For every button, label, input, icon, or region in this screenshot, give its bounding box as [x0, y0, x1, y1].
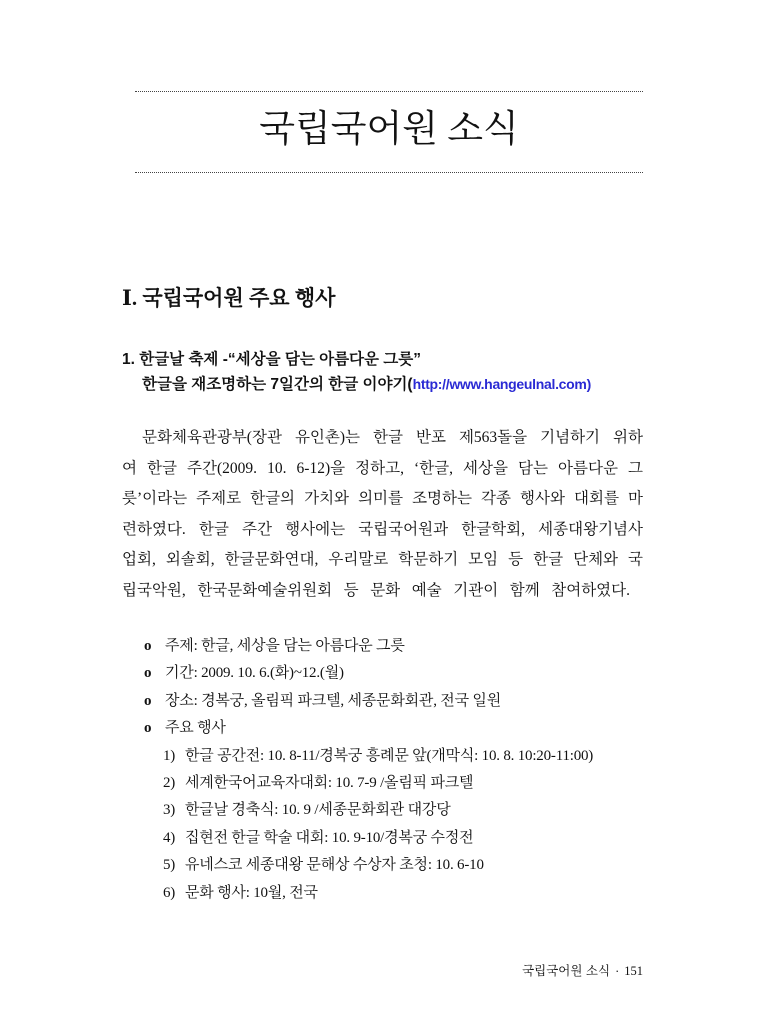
event-text: 한글날 경축식: 10. 9 /세종문화회관 대강당	[185, 802, 451, 819]
bottom-dotted-rule	[135, 172, 643, 173]
page-title: 국립국어원 소식	[259, 109, 519, 150]
list-item-text: 장소: 경복궁, 올림픽 파크텔, 세종문화회관, 전국 일원	[165, 692, 502, 709]
event-text: 집현전 한글 학술 대회: 10. 9-10/경복궁 수정전	[185, 829, 474, 846]
list-item-period	[144, 660, 643, 687]
article-heading: 1. 한글날 축제 -“세상을 담는 아름다운 그릇”	[122, 351, 421, 368]
page-footer	[522, 962, 643, 980]
website-link[interactable]: http://www.hangeulnal.com	[412, 376, 587, 392]
list-item-theme	[144, 633, 643, 660]
event-text: 한글 공간전: 10. 8-11/경복궁 흥례문 앞(개막식: 10. 8. 10:20-11:00)	[185, 747, 594, 764]
bullet-marker: o	[144, 665, 152, 682]
event-number: 5)	[163, 857, 176, 874]
event-item	[144, 852, 643, 879]
paragraph-line: 여 한글 주간(2009. 10. 6-12)을 정하고, ‘한글, 세상을 담는 아름다운 그	[122, 459, 643, 477]
paragraph-line: 업회, 외솔회, 한글문화연대, 우리말로 학문하기 모임 등 한글 단체와 국	[122, 551, 643, 568]
event-number: 6)	[163, 884, 176, 901]
list-item-text: 주요 행사	[165, 720, 226, 737]
section-heading: Ⅰ. 국립국어원 주요 행사	[122, 286, 336, 310]
event-item	[144, 743, 643, 770]
article-subheading-close: )	[586, 376, 591, 392]
list-item-text: 주제: 한글, 세상을 담는 아름다운 그릇	[165, 638, 405, 654]
footer-separator: ·	[615, 964, 620, 978]
bullet-marker: o	[144, 692, 152, 709]
list-item-text: 기간: 2009. 10. 6.(화)~12.(월)	[165, 665, 344, 682]
page-number: 151	[624, 964, 643, 978]
list-item-main-events	[144, 715, 643, 742]
bullet-marker: o	[144, 638, 152, 654]
list-item-venue	[144, 688, 643, 715]
top-dotted-rule	[135, 91, 643, 92]
event-number: 3)	[163, 802, 176, 819]
body-paragraph	[122, 423, 643, 606]
event-number: 2)	[163, 774, 176, 791]
article-subheading	[142, 374, 591, 395]
paragraph-line: 립국악원, 한국문화예술위원회 등 문화 예술 기관이 함께 참여하였다.	[122, 581, 630, 599]
paragraph-line: 릇’이라는 주제로 한글의 가치와 의미를 조명하는 각종 행사와 대회를 마	[122, 490, 643, 507]
event-number: 1)	[163, 747, 176, 764]
event-text: 유네스코 세종대왕 문해상 수상자 초청: 10. 6-10	[185, 857, 484, 874]
footer-section-name: 국립국어원 소식	[522, 964, 611, 978]
bullet-marker: o	[144, 720, 152, 737]
event-text: 문화 행사: 10월, 전국	[185, 884, 318, 901]
event-item	[144, 797, 643, 824]
paragraph-line: 련하였다. 한글 주간 행사에는 국립국어원과 한글학회, 세종대왕기념사	[122, 520, 643, 538]
event-number: 4)	[163, 829, 176, 846]
event-summary-list	[144, 633, 643, 907]
event-item	[144, 770, 643, 797]
event-item	[144, 880, 643, 907]
event-text: 세계한국어교육자대회: 10. 7-9 /올림픽 파크텔	[185, 774, 474, 791]
article-subheading-text: 한글을 재조명하는 7일간의 한글 이야기(	[142, 376, 413, 393]
event-item	[144, 825, 643, 852]
paragraph-line: 문화체육관광부(장관 유인촌)는 한글 반포 제563돌을 기념하기 위하	[142, 429, 643, 446]
